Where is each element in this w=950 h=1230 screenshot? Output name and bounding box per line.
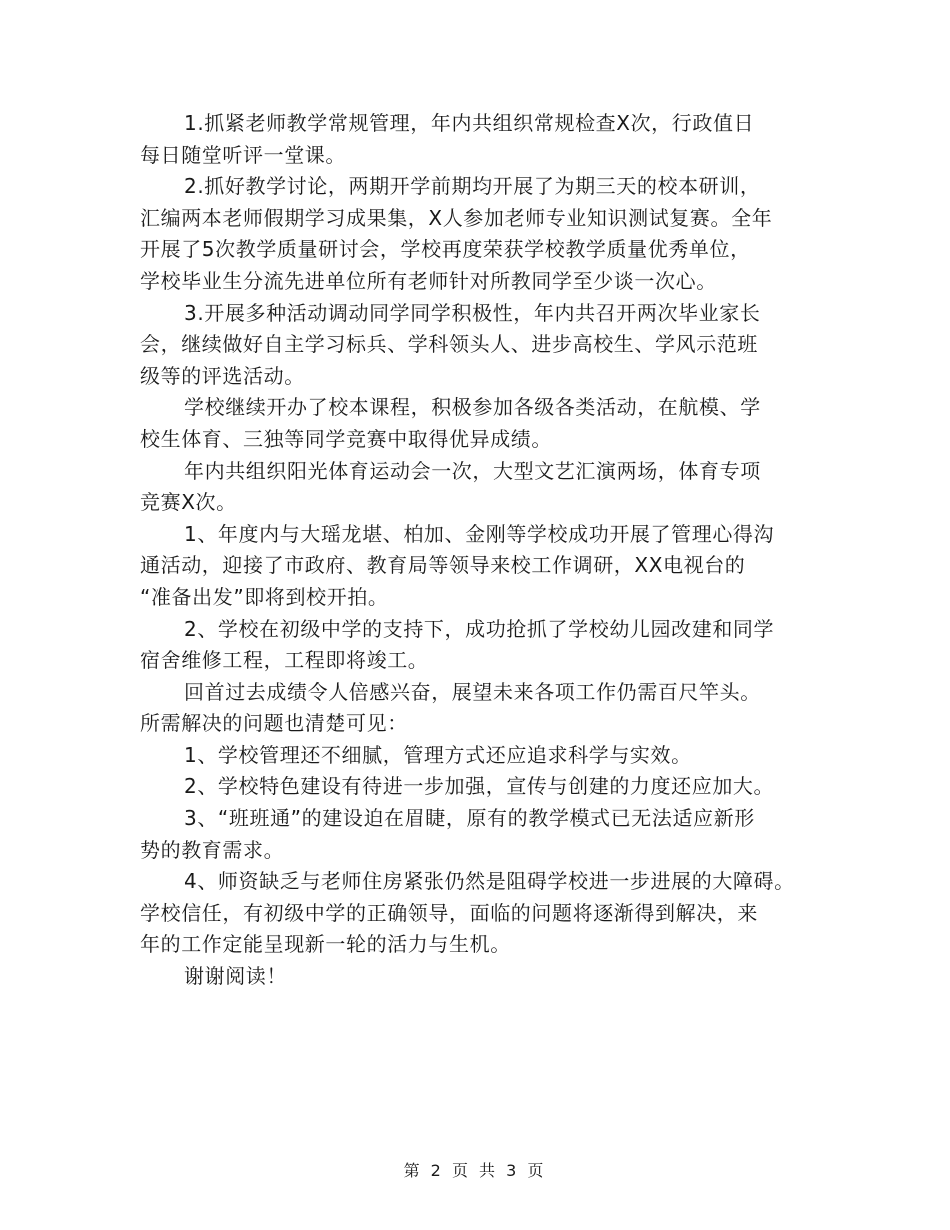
text-line: 开展了5次教学质量研讨会，学校再度荣获学校教学质量优秀单位，	[140, 237, 751, 262]
text-line: 3、“班班通”的建设迫在眉睫，原有的教学模式已无法适应新形	[184, 806, 755, 831]
text-line: 所需解决的问题也清楚可见：	[140, 711, 408, 736]
text-line: 1.抓紧老师教学常规管理，年内共组织常规检查X次，行政值日	[184, 111, 755, 135]
document-body	[140, 108, 830, 993]
text-line: 势的教育需求。	[140, 837, 285, 862]
text-line: 汇编两本老师假期学习成果集，X人参加老师专业知识测试复赛。全年	[140, 205, 773, 230]
text-line: 学校继续开办了校本课程，积极参加各级各类活动，在航模、学	[184, 395, 761, 420]
text-line: 学校毕业生分流先进单位所有老师针对所教同学至少谈一次心。	[140, 268, 717, 293]
text-line: 学校信任，有初级中学的正确领导，面临的问题将逐渐得到解决，来	[140, 900, 758, 925]
text-line: 级等的评选活动。	[140, 363, 305, 388]
text-line: 4、师资缺乏与老师住房紧张仍然是阻碍学校进一步进展的大障碍。	[184, 869, 795, 894]
text-line: 每日随堂听评一堂课。	[140, 142, 346, 167]
text-line: 年内共组织阳光体育运动会一次，大型文艺汇演两场，体育专项	[184, 458, 761, 483]
text-line: 会，继续做好自主学习标兵、学科领头人、进步高校生、学风示范班	[140, 332, 758, 357]
text-line: 3.开展多种活动调动同学同学积极性，年内共召开两次毕业家长	[184, 300, 761, 325]
text-line: 谢谢阅读！	[184, 964, 287, 989]
text-line: 通活动，迎接了市政府、教育局等领导来校工作调研，XX电视台的	[140, 553, 746, 578]
text-line: 校生体育、三独等同学竞赛中取得优异成绩。	[140, 426, 552, 451]
text-line: 竞赛X次。	[140, 490, 237, 515]
text-line: 2.抓好教学讨论，两期开学前期均开展了为期三天的校本研训，	[184, 174, 761, 199]
text-line: 回首过去成绩令人倍感兴奋，展望未来各项工作仍需百尺竿头。	[184, 679, 761, 704]
text-line: 年的工作定能呈现新一轮的活力与生机。	[140, 932, 511, 957]
text-line: 1、年度内与大瑶龙堪、柏加、金刚等学校成功开展了管理心得沟	[184, 521, 775, 546]
text-line: “准备出发”即将到校开拍。	[140, 584, 389, 609]
text-line: 宿舍维修工程，工程即将竣工。	[140, 648, 429, 673]
text-line: 2、学校在初级中学的支持下，成功抢抓了学校幼儿园改建和同学	[184, 616, 775, 641]
text-line: 2、学校特色建设有待进一步加强，宣传与创建的力度还应加大。	[184, 774, 775, 799]
page-number-footer: 第 2 页 共 3 页	[403, 1161, 547, 1180]
text-line: 1、学校管理还不细腻，管理方式还应追求科学与实效。	[184, 742, 692, 767]
